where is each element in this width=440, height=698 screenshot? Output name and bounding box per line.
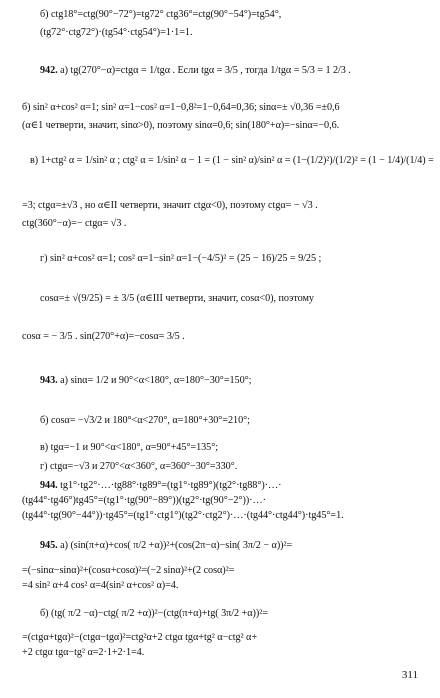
exercise-945-b-3: +2 ctgα tgα−tg² α=2·1+2·1=4. (22, 647, 145, 658)
exercise-943-b: б) cosα= −√3/2 и 180°<α<270°, α=180°+30°=210°; (40, 415, 250, 426)
exercise-944-1: 944. tg1°·tg2°·…·tg88°·tg89°=(tg1°·tg89°)(tg2°·tg88°)·…· (40, 480, 282, 491)
exercise-number: 942. (40, 65, 58, 76)
exercise-number: 945. (40, 540, 58, 551)
exercise-number: 944. (40, 480, 58, 491)
exercise-942-d-2: cosα=± √(9/25) = ± 3/5 (α∈III четверти, значит, cosα<0), поэтому (40, 293, 314, 304)
exercise-944-3: (tg44°·tg(90°−44°))·tg45°=(tg1°·ctg1°)(tg2°·ctg2°)·…·(tg44°·ctg44°)·tg45°=1. (22, 510, 344, 521)
exercise-945-a-1: 945. а) (sin(π+α)+cos( π/2 +α))²+(cos(2π−α)−sin( 3π/2 − α))²= (40, 540, 293, 551)
line-1: б) ctg18°=ctg(90°−72°)=tg72° ctg36°=ctg(90°−54°)=tg54°, (40, 9, 282, 20)
exercise-number: 943. (40, 375, 58, 386)
exercise-943-c: в) tgα=−1 и 90°<α<180°, α=90°+45°=135°; (40, 442, 219, 453)
exercise-942-a: 942. а) tg(270°−α)=ctgα = 1/tgα . Если tgα = 3/5 , тогда 1/tgα = 5/3 = 1 2/3 . (40, 65, 351, 76)
exercise-942-c-2: =3; ctgα=±√3 , но α∈II четверти, значит ctgα<0), поэтому ctgα= − √3 . (22, 200, 318, 211)
exercise-945-b-2: =(ctgα+tgα)²−(ctgα−tgα)²=ctg²α+2 ctgα tgα+tg² α−ctg² α+ (22, 632, 258, 643)
exercise-942-c-1: в) 1+ctg² α = 1/sin² α ; ctg² α = 1/sin² α − 1 = (1 − sin² α)/sin² α = (1−(1/2)²)/(1/2)² = (1 − 1/4)/(1/4) = (30, 155, 434, 166)
line-2: (tg72°·ctg72°)·(tg54°·ctg54°)=1·1=1. (40, 27, 193, 38)
exercise-945-a-3: =4 sin² α+4 cos² α=4(sin² α+cos² α)=4. (22, 580, 179, 591)
exercise-944-2: (tg44°·tg46°)tg45°=(tg1°·tg(90°−89°))(tg2°·tg(90°−2°))·…· (22, 495, 267, 506)
exercise-943-d: г) ctgα=−√3 и 270°<α<360°, α=360°−30°=330°. (40, 461, 238, 472)
exercise-942-b-2: (α∈1 четверти, значит, sinα>0), поэтому sinα=0,6; sin(180°+α)=−sinα=−0,6. (22, 120, 340, 131)
exercise-942-d-3: cosα = − 3/5 . sin(270°+α)=−cosα= 3/5 . (22, 331, 185, 342)
exercise-943-a: 943. а) sinα= 1/2 и 90°<α<180°, α=180°−30°=150°; (40, 375, 252, 386)
exercise-945-a-2: =(−sinα−sinα)²+(cosα+cosα)²=(−2 sinα)²+(2 cosα)²= (22, 565, 235, 576)
exercise-942-c-3: ctg(360°−α)=− ctgα= √3 . (22, 218, 127, 229)
exercise-942-b-1: б) sin² α+cos² α=1; sin² α=1−cos² α=1−0,8²=1−0,64=0,36; sinα=± √0,36 =±0,6 (22, 102, 340, 113)
exercise-942-d-1: г) sin² α+cos² α=1; cos² α=1−sin² α=1−(−4/5)² = (25 − 16)/25 = 9/25 ; (40, 253, 322, 264)
page-number: 311 (401, 669, 418, 681)
exercise-945-b-1: б) (tg( π/2 −α)−ctg( π/2 +α))²−(ctg(π+α)+tg( 3π/2 +α))²= (40, 608, 268, 619)
